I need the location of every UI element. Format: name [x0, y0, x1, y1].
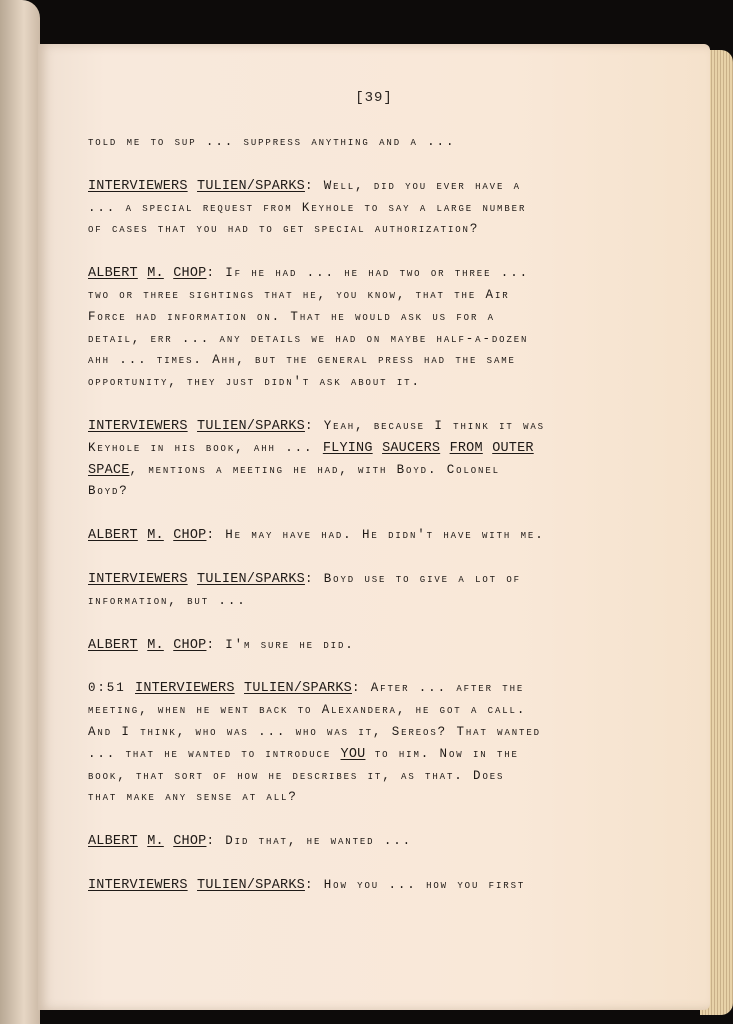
- text-line: [88, 329, 648, 351]
- text-segment: [164, 266, 173, 280]
- text-segment: ... that he wanted to introduce: [88, 746, 341, 761]
- text-line: [88, 722, 648, 744]
- transcript-paragraph: [88, 678, 648, 809]
- underlined-text: TULIEN/SPARKS: [244, 681, 352, 697]
- text-line: [88, 787, 648, 809]
- text-segment: book, that sort of how he describes it, as that. Does: [88, 768, 505, 783]
- text-segment: : How you ... how you first: [304, 877, 526, 892]
- text-segment: [164, 638, 173, 652]
- text-line: [88, 744, 648, 766]
- transcript-paragraph: [88, 875, 648, 897]
- underlined-text: ALBERT: [88, 266, 138, 282]
- underlined-text: TULIEN/SPARKS: [197, 418, 305, 434]
- text-line: [88, 875, 648, 897]
- text-segment: that make any sense at all?: [88, 790, 298, 805]
- text-segment: [188, 179, 197, 193]
- text-segment: [138, 266, 147, 280]
- text-segment: meeting, when he went back to Alexandera, he got a call.: [88, 703, 527, 718]
- underlined-text: TULIEN/SPARKS: [197, 571, 305, 587]
- underlined-text: INTERVIEWERS: [88, 877, 188, 893]
- underlined-text: INTERVIEWERS: [88, 571, 188, 587]
- text-line: [88, 176, 648, 198]
- text-line: [88, 591, 648, 613]
- text-segment: : I'm sure he did.: [206, 637, 355, 652]
- underlined-text: TULIEN/SPARKS: [197, 178, 305, 194]
- text-line: [88, 831, 648, 853]
- text-line: [88, 416, 648, 438]
- underlined-text: FROM: [449, 440, 483, 456]
- text-segment: information, but ...: [88, 593, 247, 608]
- underlined-text: INTERVIEWERS: [135, 681, 235, 697]
- text-segment: Boyd?: [88, 484, 129, 499]
- text-segment: : Boyd use to give a lot of: [304, 571, 521, 586]
- left-page-edge: [0, 0, 40, 1024]
- text-segment: [188, 878, 197, 892]
- text-segment: opportunity, they just didn't ask about it.: [88, 375, 421, 390]
- text-segment: : After ... after the: [351, 681, 525, 696]
- underlined-text: INTERVIEWERS: [88, 178, 188, 194]
- text-line: [88, 263, 648, 285]
- text-line: [88, 635, 648, 657]
- text-segment: : Well, did you ever have a: [304, 178, 521, 193]
- text-segment: [138, 528, 147, 542]
- underlined-text: TULIEN/SPARKS: [197, 877, 305, 893]
- text-line: [88, 132, 648, 154]
- underlined-text: CHOP: [173, 834, 207, 850]
- transcript-paragraph: [88, 525, 648, 547]
- text-line: [88, 285, 648, 307]
- underlined-text: ALBERT: [88, 637, 138, 653]
- underlined-text: CHOP: [173, 528, 207, 544]
- text-segment: told me to sup ... suppress anything and a ...: [88, 135, 456, 149]
- text-segment: [235, 681, 244, 695]
- text-line: [88, 678, 648, 700]
- text-segment: [164, 834, 173, 848]
- underlined-text: CHOP: [173, 637, 207, 653]
- text-segment: And I think, who was ... who was it, Sereos? That wanted: [88, 724, 541, 739]
- text-segment: [138, 638, 147, 652]
- text-segment: : He may have had. He didn't have with me.: [206, 528, 545, 543]
- underlined-text: OUTER: [492, 440, 534, 456]
- text-segment: ahh ... times. Ahh, but the general press had the same: [88, 353, 516, 368]
- text-segment: [440, 441, 449, 455]
- text-segment: two or three sightings that he, you know, that the Air: [88, 287, 510, 302]
- text-line: [88, 350, 648, 372]
- text-line: [88, 460, 648, 482]
- underlined-text: ALBERT: [88, 528, 138, 544]
- text-segment: 0:51: [88, 681, 136, 696]
- underlined-text: M.: [147, 528, 164, 544]
- transcript-paragraph: [88, 176, 648, 241]
- text-segment: [188, 572, 197, 586]
- text-segment: ... a special request from Keyhole to say a large number: [88, 200, 527, 215]
- text-segment: of cases that you had to get special authorization?: [88, 222, 480, 237]
- text-line: [88, 307, 648, 329]
- text-segment: : Yeah, because I think it was: [304, 418, 545, 433]
- text-line: [88, 700, 648, 722]
- transcript-paragraph: [88, 569, 648, 613]
- underlined-text: YOU: [340, 746, 366, 762]
- transcript-paragraph: [88, 416, 648, 503]
- text-segment: : If he had ... he had two or three ...: [206, 266, 529, 281]
- text-segment: Force had information on. That he would ask us for a: [88, 309, 495, 324]
- underlined-text: SPACE: [88, 462, 130, 478]
- transcript-paragraph: [88, 831, 648, 853]
- page-number: [39]: [355, 90, 393, 106]
- text-segment: [138, 834, 147, 848]
- text-line: [88, 481, 648, 503]
- underlined-text: M.: [147, 266, 164, 282]
- book-page: [38, 44, 710, 1010]
- transcript-paragraph: [88, 635, 648, 657]
- underlined-text: M.: [147, 834, 164, 850]
- underlined-text: INTERVIEWERS: [88, 418, 188, 434]
- text-segment: [164, 528, 173, 542]
- text-line: [88, 438, 648, 460]
- text-line: [88, 198, 648, 220]
- text-segment: to him. Now in the: [365, 746, 519, 761]
- text-segment: , mentions a meeting he had, with Boyd. Colonel: [129, 462, 500, 477]
- text-segment: [188, 419, 197, 433]
- text-segment: Keyhole in his book, ahh ...: [88, 440, 323, 455]
- underlined-text: SAUCERS: [382, 440, 441, 456]
- transcript-body: [88, 132, 648, 919]
- underlined-text: FLYING: [322, 440, 373, 456]
- underlined-text: M.: [147, 637, 164, 653]
- text-line: [88, 372, 648, 394]
- transcript-paragraph: [88, 263, 648, 394]
- underlined-text: CHOP: [173, 266, 207, 282]
- text-segment: detail, err ... any details we had on maybe half-a-dozen: [88, 331, 529, 346]
- text-segment: : Did that, he wanted ...: [206, 834, 413, 849]
- text-line: [88, 569, 648, 591]
- text-segment: [483, 441, 492, 455]
- text-line: [88, 766, 648, 788]
- text-line: [88, 219, 648, 241]
- underlined-text: ALBERT: [88, 834, 138, 850]
- text-line: [88, 525, 648, 547]
- transcript-paragraph: [88, 132, 648, 154]
- text-segment: [373, 441, 382, 455]
